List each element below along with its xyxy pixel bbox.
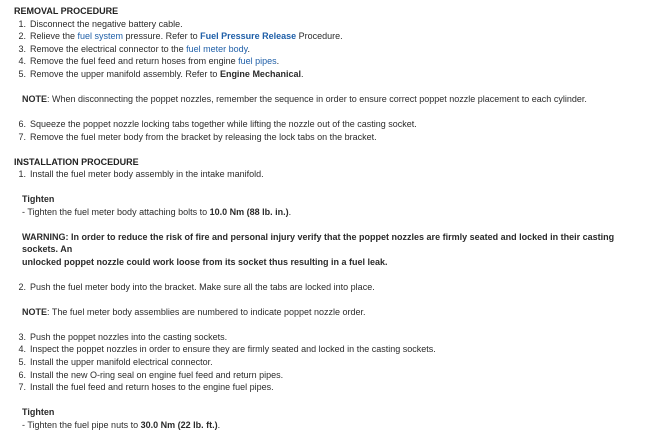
- fuel-pipes-link[interactable]: fuel pipes: [238, 56, 277, 67]
- install-step-6: 6. Install the new O-ring seal on engine fuel feed and return pipes.: [18, 369, 284, 380]
- removal-step-5: 5. Remove the upper manifold assembly. Refer to Engine Mechanical.: [18, 68, 304, 79]
- tighten-heading-1: Tighten: [22, 194, 55, 205]
- torque-value-2: 30.0 Nm (22 lb. ft.): [140, 419, 218, 430]
- install-step-4: 4. Inspect the poppet nozzles in order to ensure they are firmly seated and locked in the casting sockets.: [18, 344, 436, 355]
- fuel-meter-body-link[interactable]: fuel meter body: [186, 43, 248, 54]
- tighten-item-2: - Tighten the fuel pipe nuts to 30.0 Nm (22 lb. ft.).: [22, 419, 221, 430]
- tighten-item-1: - Tighten the fuel meter body attaching bolts to 10.0 Nm (88 lb. in.).: [22, 206, 292, 217]
- procedure-document: [14, 5, 640, 431]
- engine-mechanical-ref: Engine Mechanical: [219, 68, 301, 79]
- fuel-pressure-release-link[interactable]: Fuel Pressure Release: [200, 31, 297, 42]
- installation-heading: INSTALLATION PROCEDURE: [14, 156, 139, 167]
- fuel-system-link[interactable]: fuel system: [77, 31, 124, 42]
- removal-heading: REMOVAL PROCEDURE: [14, 6, 119, 16]
- warning-block: WARNING: In order to reduce the risk of fire and personal injury verify that the poppet nozzles are firmly seated and locked in their casting sockets. An unlocked poppet nozzle could work loose from its socket thus resulting in a fuel leak.: [22, 231, 615, 267]
- removal-step-7: 7. Remove the fuel meter body from the bracket by releasing the lock tabs on the bracket.: [18, 131, 377, 142]
- removal-note: NOTE: When disconnecting the poppet nozzles, remember the sequence in order to ensure correct poppet nozzle placement to each cylinder.: [22, 93, 587, 104]
- install-step-7: 7. Install the fuel feed and return hoses to the engine fuel pipes.: [18, 382, 274, 393]
- install-step-5: 5. Install the upper manifold electrical connector.: [18, 357, 213, 367]
- installation-note: NOTE: The fuel meter body assemblies are numbered to indicate poppet nozzle order.: [22, 306, 366, 317]
- removal-step-1: 1. Disconnect the negative battery cable.: [18, 18, 183, 29]
- install-step-2: 2. Push the fuel meter body into the bracket. Make sure all the tabs are locked into place.: [18, 281, 375, 292]
- removal-step-2: 2. Relieve the fuel system pressure. Refer to Fuel Pressure Release Procedure.: [18, 31, 343, 42]
- torque-value-1: 10.0 Nm (88 lb. in.): [209, 206, 289, 217]
- tighten-heading-2: Tighten: [22, 407, 55, 418]
- install-step-3: 3. Push the poppet nozzles into the casting sockets.: [18, 331, 228, 342]
- removal-step-6: 6. Squeeze the poppet nozzle locking tabs together while lifting the nozzle out of the casting socket.: [18, 118, 417, 129]
- install-step-1: 1. Install the fuel meter body assembly in the intake manifold.: [18, 169, 264, 180]
- removal-step-4: 4. Remove the fuel feed and return hoses from engine fuel pipes.: [18, 56, 280, 67]
- removal-step-3: 3. Remove the electrical connector to the fuel meter body.: [18, 43, 250, 54]
